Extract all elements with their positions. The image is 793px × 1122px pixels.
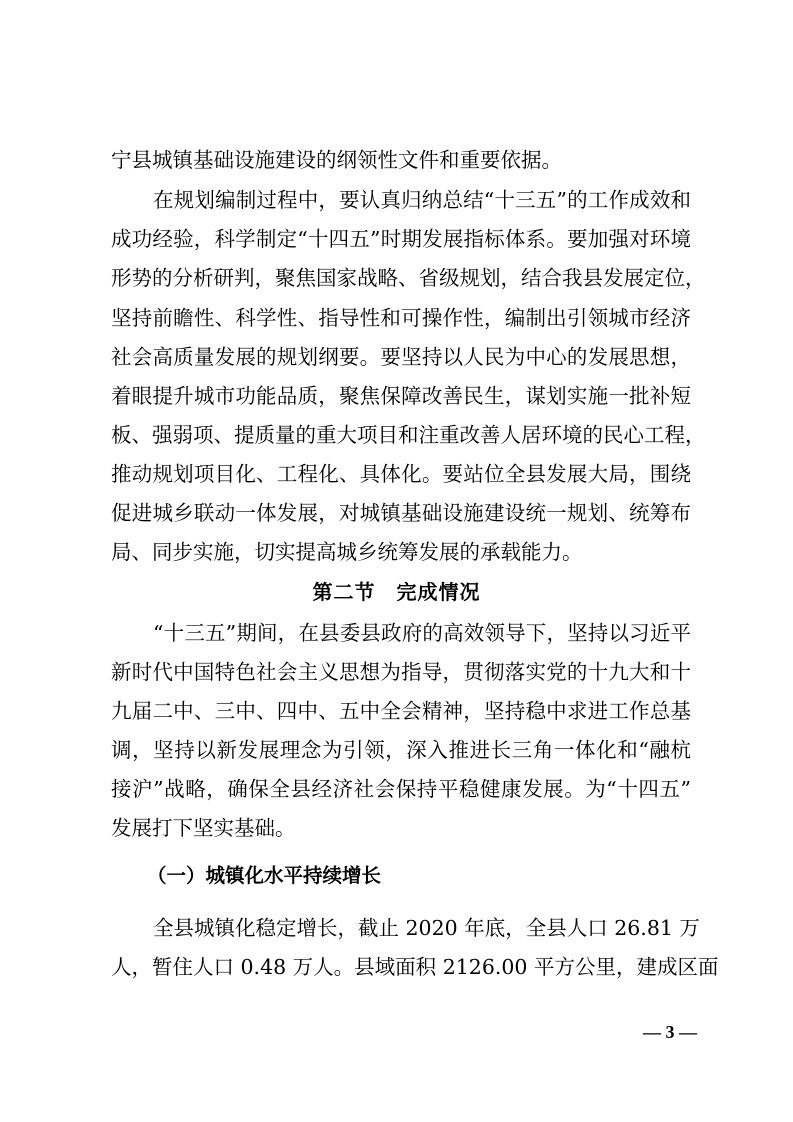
paragraph-2-line-1: 在规划编制过程中，要认真归纳总结“十三五”的工作成效和 xyxy=(153,188,691,212)
paragraph-2-line-9: 促进城乡联动一体发展，对城镇基础设施建设统一规划、统筹布 xyxy=(111,501,691,525)
paragraph-2-line-2: 成功经验，科学制定“十四五”时期发展指标体系。要加强对环境 xyxy=(111,227,691,251)
section-heading: 第二节 完成情况 xyxy=(312,580,481,604)
paragraph-3-line-4: 调，坚持以新发展理念为引领，深入推进长三角一体化和“融杭 xyxy=(111,738,691,762)
paragraph-4-line-1: 全县城镇化稳定增长，截止 2020 年底，全县人口 26.81 万 xyxy=(153,916,700,940)
paragraph-2-line-5: 社会高质量发展的规划纲要。要坚持以人民为中心的发展思想， xyxy=(111,345,691,369)
page-number: — 3 — xyxy=(643,1022,697,1042)
paragraph-4-line-2: 人，暂住人口 0.48 万人。县域面积 2126.00 平方公里，建成区面 xyxy=(111,955,719,979)
paragraph-2-line-3: 形势的分析研判，聚焦国家战略、省级规划，结合我县发展定位， xyxy=(111,266,706,290)
paragraph-1-line-1: 宁县城镇基础设施建设的纲领性文件和重要依据。 xyxy=(111,148,562,172)
paragraph-2-line-6: 着眼提升城市功能品质，聚焦保障改善民生，谋划实施一批补短 xyxy=(111,384,691,408)
paragraph-3-line-6: 发展打下坚实基础。 xyxy=(111,816,296,840)
paragraph-2-line-8: 推动规划项目化、工程化、具体化。要站位全县发展大局，围绕 xyxy=(111,462,691,486)
paragraph-2-line-7: 板、强弱项、提质量的重大项目和注重改善人居环境的民心工程， xyxy=(111,423,706,447)
paragraph-2-line-4: 坚持前瞻性、科学性、指导性和可操作性，编制出引领城市经济 xyxy=(111,306,691,330)
paragraph-3-line-3: 九届二中、三中、四中、五中全会精神，坚持稳中求进工作总基 xyxy=(111,699,691,723)
paragraph-3-line-2: 新时代中国特色社会主义思想为指导，贯彻落实党的十九大和十 xyxy=(111,660,691,684)
paragraph-3-line-1: “十三五”期间，在县委县政府的高效领导下，坚持以习近平 xyxy=(153,621,691,645)
paragraph-2-line-10: 局、同步实施，切实提高城乡统筹发展的承载能力。 xyxy=(111,540,583,564)
subsection-heading: （一）城镇化水平持续增长 xyxy=(147,864,382,887)
paragraph-3-line-5: 接沪”战略，确保全县经济社会保持平稳健康发展。为“十四五” xyxy=(111,777,691,801)
